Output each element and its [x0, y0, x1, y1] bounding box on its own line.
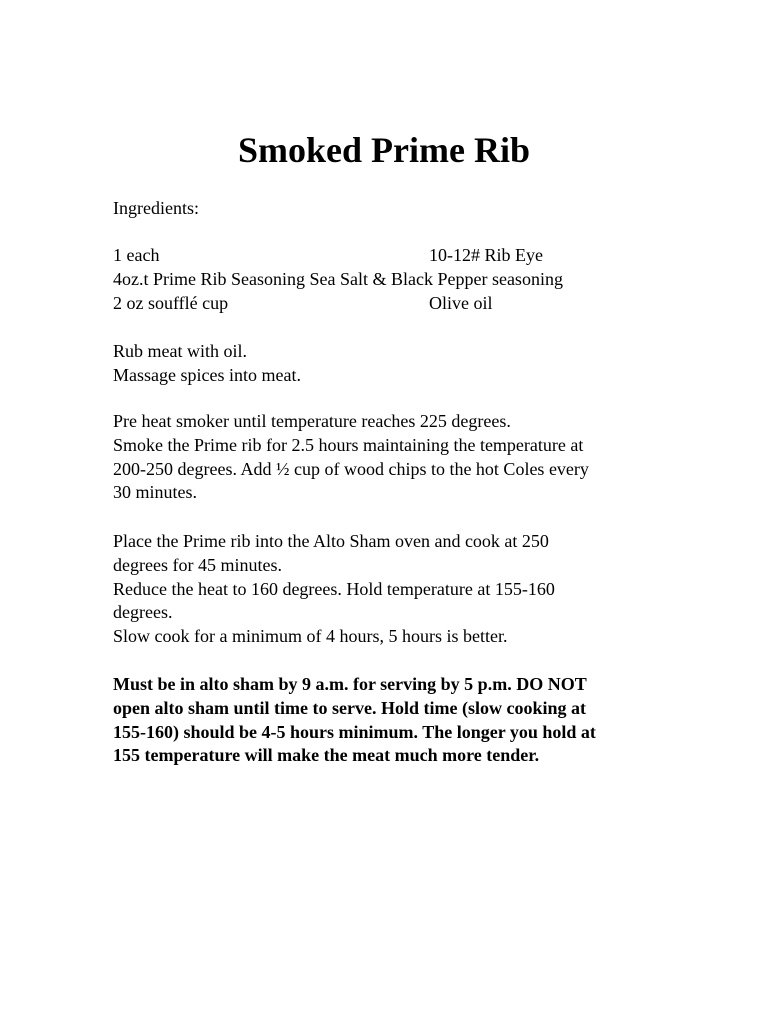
ingredients-list: [113, 244, 673, 315]
instruction-line: Smoke the Prime rib for 2.5 hours maintaining the temperature at: [113, 434, 584, 455]
important-note: [113, 673, 658, 768]
instruction-line: degrees.: [113, 602, 173, 623]
oven-instructions: [113, 530, 673, 649]
note-line: 155 temperature will make the meat much more tender.: [113, 745, 540, 766]
ingredient-quantity: 4oz.t Prime Rib Seasoning Sea Salt & Black Pepper seasoning: [113, 268, 563, 289]
note-line: open alto sham until time to serve. Hold time (slow cooking at: [113, 697, 586, 718]
ingredient-row: [113, 292, 673, 316]
ingredient-item: 10-12# Rib Eye: [429, 245, 543, 265]
instruction-line: 30 minutes.: [113, 482, 197, 503]
ingredient-item: Olive oil: [429, 292, 493, 313]
instruction-line: Reduce the heat to 160 degrees. Hold temperature at 155-160: [113, 578, 555, 599]
smoking-instructions: [113, 410, 673, 505]
instruction-line: Rub meat with oil.: [113, 341, 247, 361]
note-line: Must be in alto sham by 9 a.m. for serving by 5 p.m. DO NOT: [113, 674, 587, 694]
instruction-line: degrees for 45 minutes.: [113, 554, 282, 575]
ingredient-row: [113, 268, 673, 292]
instruction-line: Massage spices into meat.: [113, 364, 301, 385]
instruction-line: 200-250 degrees. Add ½ cup of wood chips to the hot Coles every: [113, 458, 589, 479]
instruction-line: Pre heat smoker until temperature reaches 225 degrees.: [113, 411, 511, 431]
ingredient-row: [113, 244, 673, 268]
note-line: 155-160) should be 4-5 hours minimum. The longer you hold at: [113, 721, 596, 742]
ingredient-quantity: 2 oz soufflé cup: [113, 292, 229, 313]
recipe-title: Smoked Prime Rib: [238, 130, 530, 170]
prep-instructions: [113, 340, 673, 388]
instruction-line: Slow cook for a minimum of 4 hours, 5 hours is better.: [113, 626, 508, 647]
ingredient-quantity: 1 each: [113, 245, 160, 265]
instruction-line: Place the Prime rib into the Alto Sham oven and cook at 250: [113, 531, 549, 551]
ingredients-heading: Ingredients:: [113, 198, 199, 218]
